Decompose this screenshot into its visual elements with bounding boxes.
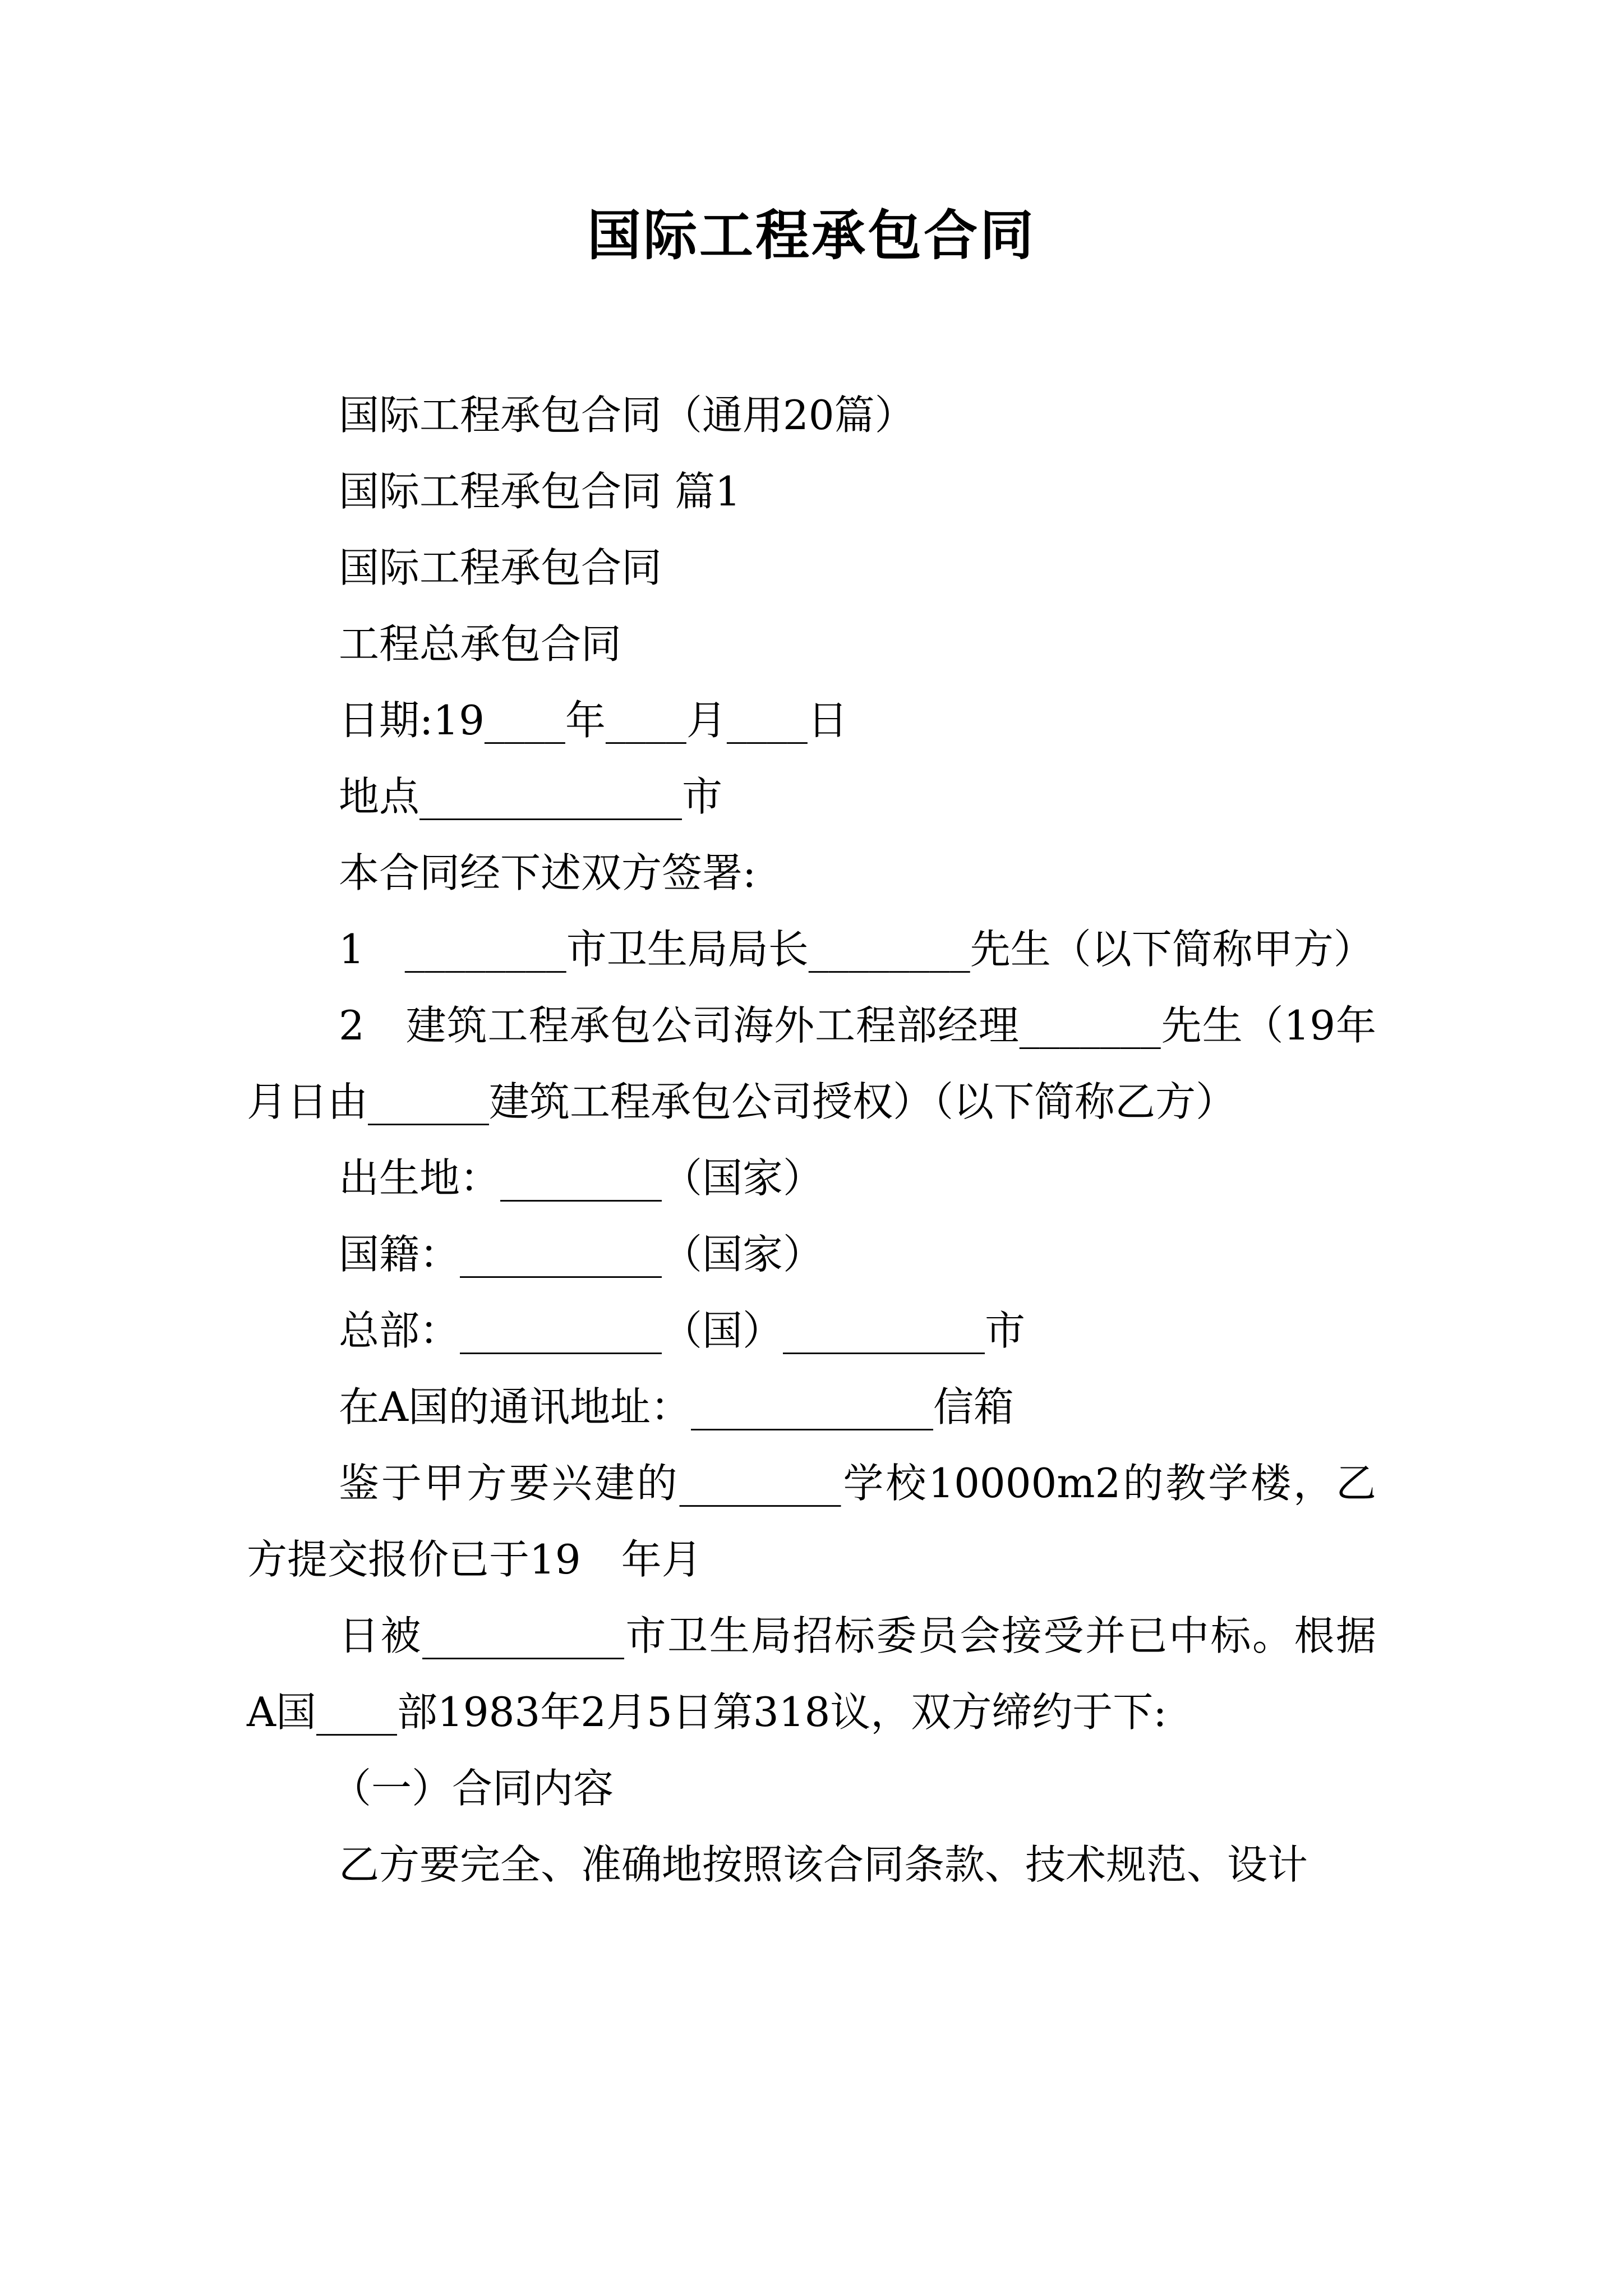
paragraph-birthplace: 出生地：________（国家） <box>339 1154 824 1202</box>
paragraph-location: 地点_____________市 <box>339 773 723 820</box>
paragraph-whereas: 鉴于甲方要兴建的________学校10000m2的教学楼，乙方提交报价已于19 年月 <box>247 1460 1376 1583</box>
paragraph-mailing-address: 在A国的通讯地址：____________信箱 <box>339 1383 1014 1430</box>
document-title: 国际工程承包合同 <box>587 204 1036 267</box>
paragraph-article-heading: 国际工程承包合同 篇1 <box>339 468 741 515</box>
paragraph-contract-type: 工程总承包合同 <box>339 620 622 668</box>
paragraph-headquarters: 总部：__________（国）__________市 <box>339 1307 1026 1354</box>
paragraph-obligations: 乙方要完全、准确地按照该合同条款、技术规范、设计 <box>339 1841 1308 1888</box>
paragraph-contract-name: 国际工程承包合同 <box>339 544 662 591</box>
paragraph-nationality: 国籍：__________（国家） <box>339 1231 824 1278</box>
paragraph-party-b: 2 建筑工程承包公司海外工程部经理_______先生（19年月日由______建筑工程承包公司授权）（以下简称乙方） <box>247 1002 1376 1125</box>
paragraph-party-a: 1 ________市卫生局局长________先生（以下简称甲方） <box>339 926 1374 973</box>
document-body <box>247 377 1376 1903</box>
paragraph-date: 日期:19____年____月____日 <box>339 697 848 744</box>
paragraph-collection-title: 国际工程承包合同（通用20篇） <box>339 392 915 439</box>
paragraph-award: 日被__________市卫生局招标委员会接受并已中标。根据A国____部1983年2月5日第318议，双方缔约于下: <box>247 1612 1376 1736</box>
paragraph-signatories-intro: 本合同经下述双方签署: <box>339 849 757 896</box>
section-heading-contract-content: （一）合同内容 <box>331 1765 614 1812</box>
